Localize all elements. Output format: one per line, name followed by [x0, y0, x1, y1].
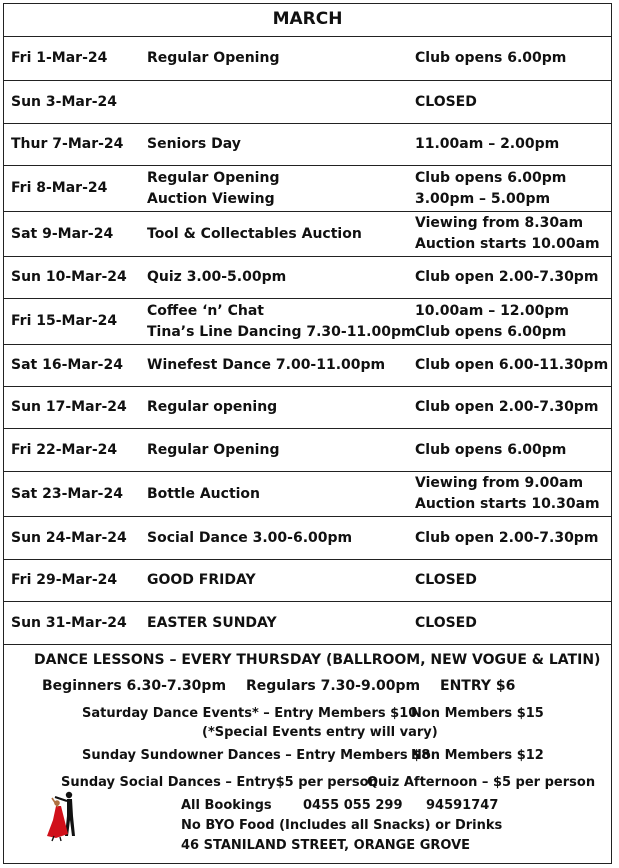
row-date — [11, 602, 127, 644]
event-rows — [4, 37, 611, 645]
row-event — [147, 299, 416, 344]
row-event-line: EASTER SUNDAY — [147, 614, 277, 631]
row-date — [11, 299, 117, 344]
row-event — [147, 257, 286, 298]
row-info-line: Auction starts 10.00am — [415, 236, 600, 252]
row-date — [11, 37, 107, 80]
row-info-line: CLOSED — [415, 572, 477, 588]
row-event — [147, 166, 279, 211]
row-date — [11, 81, 117, 123]
row-date — [11, 560, 117, 601]
dancing-couple-icon — [42, 790, 82, 842]
regulars-lesson: Regulars 7.30-9.00pm — [246, 678, 421, 694]
month-title: MARCH — [4, 4, 611, 37]
schedule-row — [4, 345, 611, 387]
row-event — [147, 37, 279, 80]
schedule-row — [4, 472, 611, 517]
club-address: 46 STANILAND STREET, ORANGE GROVE — [181, 838, 471, 853]
row-date-text: Sun 10-Mar-24 — [11, 269, 127, 285]
row-info — [415, 299, 569, 344]
phone-number-1: 0455 055 299 — [303, 798, 403, 813]
row-event — [147, 560, 256, 601]
row-date — [11, 429, 117, 471]
row-date-text: Sun 24-Mar-24 — [11, 529, 127, 546]
row-info-line: CLOSED — [415, 614, 477, 631]
saturday-dance-events: Saturday Dance Events* – Entry Members $10 — [82, 706, 418, 721]
row-date-text: Sun 31-Mar-24 — [11, 614, 127, 631]
row-date — [11, 212, 113, 256]
row-date-text: Fri 22-Mar-24 — [11, 441, 118, 458]
dance-lessons-heading: DANCE LESSONS – EVERY THURSDAY (BALLROOM, NEW VOGUE & LATIN) — [34, 652, 601, 668]
row-info — [415, 517, 598, 559]
row-event-line: Quiz 3.00-5.00pm — [147, 269, 287, 285]
row-event-line: Winefest Dance 7.00-11.00pm — [147, 357, 386, 373]
row-info-line: 10.00am – 12.00pm — [415, 302, 569, 319]
row-info — [415, 472, 600, 516]
row-event — [147, 212, 362, 256]
sunday-social-dances: Sunday Social Dances – Entry$5 per person — [61, 775, 378, 790]
schedule-row — [4, 560, 611, 602]
row-info — [415, 429, 566, 471]
quiz-afternoon-price: Quiz Afternoon – $5 per person — [367, 775, 596, 790]
sunday-sundowner-dances: Sunday Sundowner Dances – Entry Members $8 — [82, 748, 431, 763]
row-info-line: Club opens 6.00pm — [415, 323, 567, 340]
schedule-row — [4, 212, 611, 257]
row-info-line: Club opens 6.00pm — [415, 50, 567, 66]
schedule-row — [4, 517, 611, 560]
row-info — [415, 166, 566, 211]
row-event-line: Bottle Auction — [147, 485, 261, 502]
row-info-line: 3.00pm – 5.00pm — [415, 190, 551, 207]
row-date — [11, 345, 123, 386]
special-events-note: (*Special Events entry will vary) — [202, 725, 438, 740]
row-info-line: Viewing from 9.00am — [415, 475, 584, 491]
row-date-text: Sat 23-Mar-24 — [11, 485, 123, 502]
row-event — [147, 345, 385, 386]
row-info-line: Viewing from 8.30am — [415, 215, 584, 231]
byo-note: No BYO Food (Includes all Snacks) or Drinks — [181, 818, 503, 833]
row-event-line: Social Dance 3.00-6.00pm — [147, 529, 353, 546]
schedule-row — [4, 81, 611, 124]
row-date — [11, 124, 123, 165]
schedule-row — [4, 257, 611, 299]
row-info-line: Club open 2.00-7.30pm — [415, 399, 599, 415]
row-info — [415, 602, 477, 644]
row-date-text: Sun 17-Mar-24 — [11, 399, 127, 415]
schedule-row — [4, 602, 611, 645]
row-date — [11, 472, 123, 516]
row-event — [147, 472, 260, 516]
schedule-row — [4, 387, 611, 429]
row-date-text: Fri 29-Mar-24 — [11, 572, 118, 588]
row-event-line: Regular Opening — [147, 50, 280, 66]
row-event-line: GOOD FRIDAY — [147, 572, 256, 588]
schedule-row — [4, 37, 611, 81]
row-event — [147, 602, 277, 644]
row-info-line: Club open 2.00-7.30pm — [415, 529, 599, 546]
row-info-line: Club opens 6.00pm — [415, 441, 567, 458]
row-date-text: Fri 1-Mar-24 — [11, 50, 108, 66]
bookings-label: All Bookings — [181, 798, 272, 813]
row-info — [415, 257, 598, 298]
row-event — [147, 517, 352, 559]
row-date-text: Thur 7-Mar-24 — [11, 136, 124, 152]
row-info-line: Auction starts 10.30am — [415, 496, 600, 512]
row-info — [415, 560, 477, 601]
schedule-row — [4, 299, 611, 345]
row-event-line: Coffee ‘n’ Chat — [147, 302, 264, 319]
row-info — [415, 37, 566, 80]
row-info-line: 11.00am – 2.00pm — [415, 136, 560, 152]
row-event — [147, 429, 279, 471]
schedule-row — [4, 166, 611, 212]
row-event-line: Regular opening — [147, 399, 278, 415]
row-info — [415, 124, 559, 165]
row-date-text: Sat 9-Mar-24 — [11, 225, 114, 242]
row-info-line: Club opens 6.00pm — [415, 169, 567, 186]
row-date — [11, 387, 127, 428]
row-date — [11, 166, 107, 211]
row-info — [415, 212, 600, 256]
beginners-lesson: Beginners 6.30-7.30pm — [42, 678, 227, 694]
saturday-non-members: Non Members $15 — [411, 706, 544, 721]
row-date — [11, 257, 127, 298]
row-date-text: Sun 3-Mar-24 — [11, 93, 118, 110]
row-date-text: Fri 15-Mar-24 — [11, 313, 118, 329]
row-info-line: Club open 6.00-11.30pm — [415, 357, 609, 373]
lesson-entry-fee: ENTRY $6 — [440, 678, 516, 694]
phone-number-2: 94591747 — [426, 798, 499, 813]
schedule-row — [4, 124, 611, 166]
row-date-text: Sat 16-Mar-24 — [11, 357, 123, 373]
row-event — [147, 124, 241, 165]
row-info-line: CLOSED — [415, 93, 477, 110]
row-info-line: Club open 2.00-7.30pm — [415, 269, 599, 285]
row-event-line: Regular Opening — [147, 441, 280, 458]
sundowner-non-members: Non Members $12 — [411, 748, 544, 763]
row-event — [147, 387, 277, 428]
row-info — [415, 81, 477, 123]
row-info — [415, 345, 608, 386]
schedule-row — [4, 429, 611, 472]
row-event-line: Tool & Collectables Auction — [147, 225, 362, 242]
row-date — [11, 517, 127, 559]
row-date-text: Fri 8-Mar-24 — [11, 180, 108, 196]
row-event-line: Regular Opening — [147, 169, 280, 186]
row-event-line: Auction Viewing — [147, 190, 275, 207]
row-info — [415, 387, 598, 428]
row-event-line: Tina’s Line Dancing 7.30-11.00pm — [147, 323, 416, 340]
row-event-line: Seniors Day — [147, 136, 241, 152]
